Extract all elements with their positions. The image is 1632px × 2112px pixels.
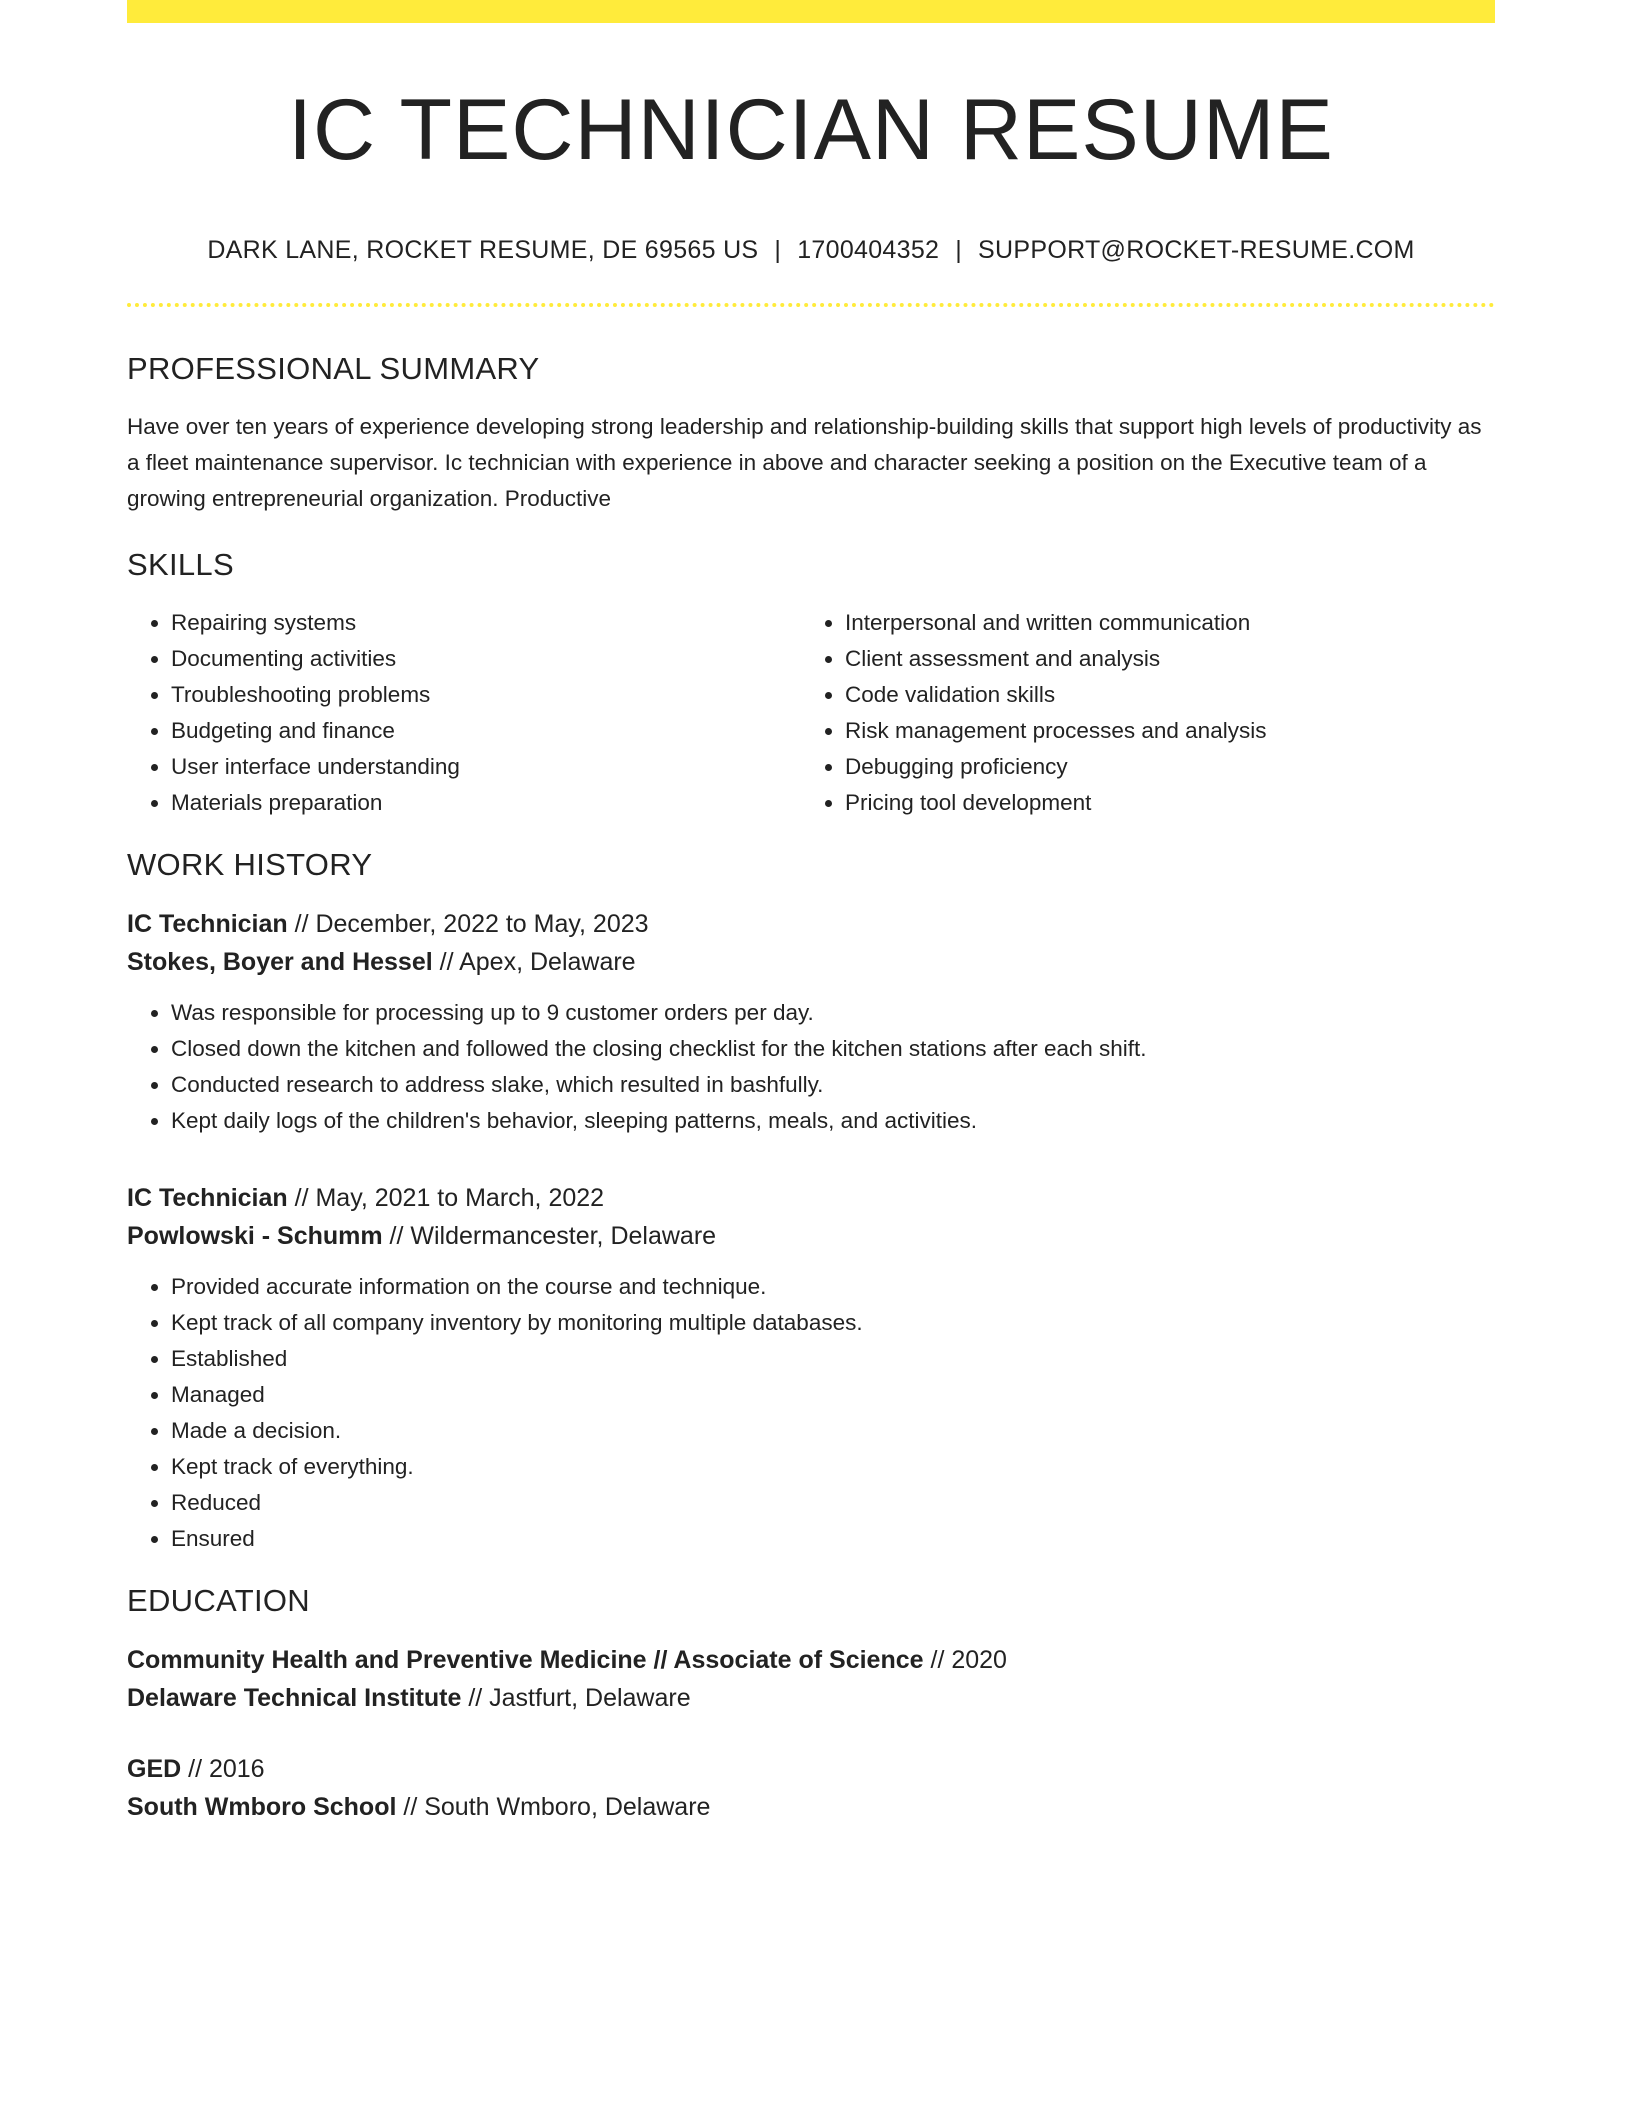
header-divider bbox=[127, 303, 1495, 307]
skills-heading: SKILLS bbox=[127, 546, 234, 582]
job-dates: // December, 2022 to May, 2023 bbox=[287, 909, 649, 938]
job-bullets bbox=[127, 1269, 1495, 1557]
job-entry bbox=[127, 1179, 1495, 1255]
education-entry bbox=[127, 1750, 1495, 1826]
job-location: // Wildermancester, Delaware bbox=[382, 1221, 717, 1250]
job-bullet: • Made a decision. bbox=[171, 1413, 1495, 1449]
contact-separator: | bbox=[774, 235, 782, 264]
education-year: // 2016 bbox=[181, 1754, 265, 1783]
job-dates: // May, 2021 to March, 2022 bbox=[287, 1183, 605, 1212]
skill-item: • Materials preparation bbox=[171, 785, 801, 821]
skill-item: • Risk management processes and analysis bbox=[845, 713, 1475, 749]
job-bullet: • Kept daily logs of the children's behavior, sleeping patterns, meals, and activities. bbox=[171, 1103, 1495, 1139]
job-bullet: • Kept track of everything. bbox=[171, 1449, 1495, 1485]
education-school-line bbox=[127, 1788, 1495, 1826]
job-title: IC Technician bbox=[127, 1183, 288, 1212]
job-bullet: • Reduced bbox=[171, 1485, 1495, 1521]
contact-line bbox=[127, 236, 1495, 265]
job-company: Powlowski - Schumm bbox=[127, 1221, 383, 1250]
education-degree: Community Health and Preventive Medicine // Associate of Science bbox=[127, 1645, 924, 1674]
education-school: Delaware Technical Institute bbox=[127, 1683, 462, 1712]
education-degree-line bbox=[127, 1750, 1495, 1788]
summary-text: Have over ten years of experience developing strong leadership and relationship-building skills that support high levels of productivity as a fleet maintenance supervisor. Ic technician with experience in above and character seeking a position on the Executive team of a growing entrepreneurial organization. Productive bbox=[127, 413, 1482, 511]
education-year: // 2020 bbox=[923, 1645, 1007, 1674]
resume-page bbox=[127, 0, 1495, 1826]
job-bullet: • Managed bbox=[171, 1377, 1495, 1413]
skill-item: • Pricing tool development bbox=[845, 785, 1475, 821]
education-degree: GED bbox=[127, 1754, 182, 1783]
skill-item: • Troubleshooting problems bbox=[171, 677, 801, 713]
top-accent-bar bbox=[127, 0, 1495, 23]
education-entry bbox=[127, 1641, 1495, 1717]
contact-email: SUPPORT@ROCKET-RESUME.COM bbox=[978, 235, 1415, 264]
skill-item: • User interface understanding bbox=[171, 749, 801, 785]
job-bullets bbox=[127, 995, 1495, 1139]
job-bullet: • Kept track of all company inventory by monitoring multiple databases. bbox=[171, 1305, 1495, 1341]
contact-separator: | bbox=[955, 235, 963, 264]
skill-item: • Client assessment and analysis bbox=[845, 641, 1475, 677]
education-heading: EDUCATION bbox=[127, 1582, 310, 1618]
job-title-line bbox=[127, 905, 1495, 943]
education-school: South Wmboro School bbox=[127, 1792, 397, 1821]
job-company-line bbox=[127, 943, 1495, 981]
job-bullet: • Conducted research to address slake, which resulted in bashfully. bbox=[171, 1067, 1495, 1103]
contact-address: DARK LANE, ROCKET RESUME, DE 69565 US bbox=[207, 235, 759, 264]
skill-item: • Interpersonal and written communication bbox=[845, 605, 1475, 641]
job-bullet: • Provided accurate information on the course and technique. bbox=[171, 1269, 1495, 1305]
education-degree-line bbox=[127, 1641, 1495, 1679]
summary-heading: PROFESSIONAL SUMMARY bbox=[127, 350, 540, 386]
job-company: Stokes, Boyer and Hessel bbox=[127, 947, 433, 976]
job-bullet: • Ensured bbox=[171, 1521, 1495, 1557]
skill-item: • Budgeting and finance bbox=[171, 713, 801, 749]
skill-item: • Documenting activities bbox=[171, 641, 801, 677]
job-bullet: • Established bbox=[171, 1341, 1495, 1377]
skill-item: • Repairing systems bbox=[171, 605, 801, 641]
job-entry bbox=[127, 905, 1495, 981]
job-bullet: • Closed down the kitchen and followed the closing checklist for the kitchen stations after each shift. bbox=[171, 1031, 1495, 1067]
contact-phone: 1700404352 bbox=[797, 235, 940, 264]
skills-list bbox=[127, 605, 1495, 821]
job-company-line bbox=[127, 1217, 1495, 1255]
job-bullet: • Was responsible for processing up to 9 customer orders per day. bbox=[171, 995, 1495, 1031]
education-school-line bbox=[127, 1679, 1495, 1717]
education-location: // Jastfurt, Delaware bbox=[461, 1683, 691, 1712]
skills-column-left bbox=[127, 605, 801, 821]
work-history-heading: WORK HISTORY bbox=[127, 846, 373, 882]
skill-item: • Debugging proficiency bbox=[845, 749, 1475, 785]
job-title: IC Technician bbox=[127, 909, 288, 938]
job-title-line bbox=[127, 1179, 1495, 1217]
skills-column-right bbox=[801, 605, 1475, 821]
job-location: // Apex, Delaware bbox=[432, 947, 636, 976]
education-location: // South Wmboro, Delaware bbox=[396, 1792, 711, 1821]
resume-title: IC TECHNICIAN RESUME bbox=[288, 82, 1334, 178]
skill-item: • Code validation skills bbox=[845, 677, 1475, 713]
